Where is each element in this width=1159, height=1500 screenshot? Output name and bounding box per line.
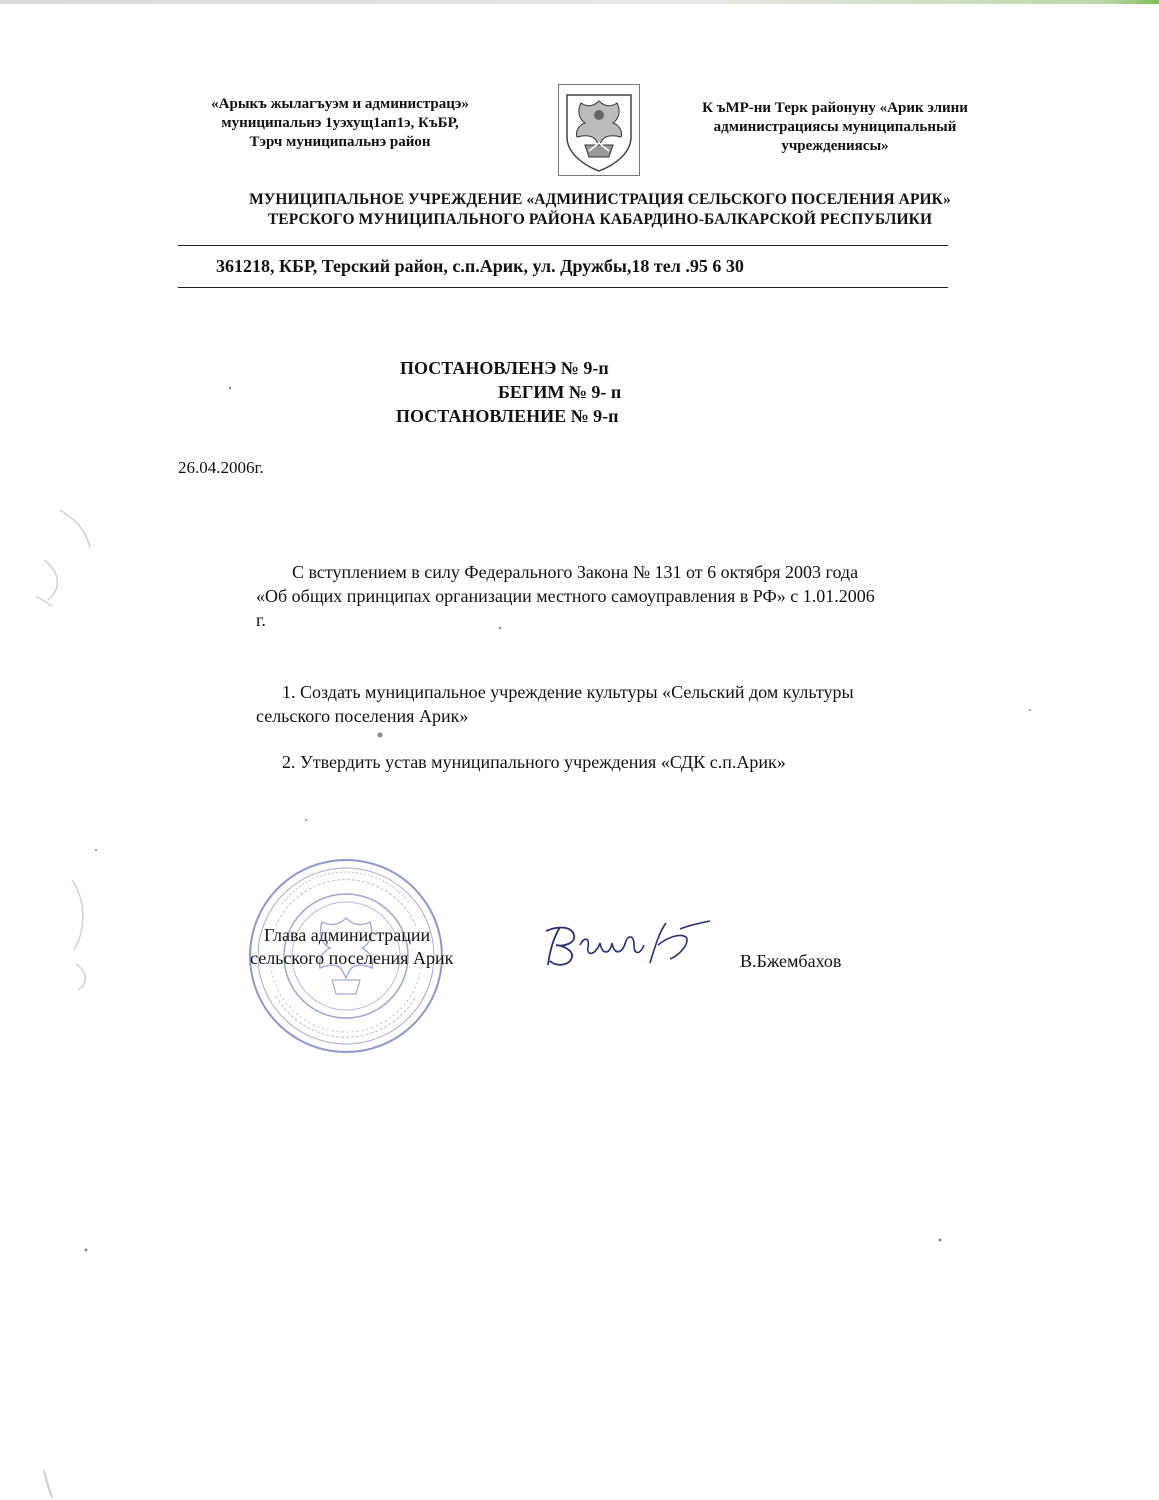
header-left-line: Тэрч муниципальнэ район: [249, 134, 431, 150]
signatory-title-line: сельского поселения Арик: [250, 948, 454, 968]
header-right-line: администрациясы муниципальный: [713, 119, 957, 135]
decree-item-1: [256, 680, 1016, 728]
organization-line: МУНИЦИПАЛЬНОЕ УЧРЕЖДЕНИЕ «АДМИНИСТРАЦИЯ СЕЛЬСКОГО ПОСЕЛЕНИЯ АРИК»: [249, 191, 951, 208]
signatory-title: [250, 924, 453, 970]
title-russian: ПОСТАНОВЛЕНИЕ № 9-п: [396, 406, 619, 426]
item-line: 1. Создать муниципальное учреждение культуры «Сельский дом культуры: [282, 682, 854, 702]
header-divider-top: [178, 245, 948, 246]
signatory-title-line: Глава администрации: [264, 925, 431, 945]
header-right-line: К ъМР-ни Терк районуну «Арик элини: [702, 100, 968, 116]
item-line: 2. Утвердить устав муниципального учреждения «СДК с.п.Арик»: [282, 752, 786, 772]
header-divider-bottom: [178, 287, 948, 288]
header-left-line: «Арыкъ жылагъуэм и администрацэ»: [211, 96, 469, 112]
decree-item-2: [256, 750, 1016, 774]
preamble-line: г.: [256, 610, 266, 630]
header-right-line: учреждениясы»: [781, 138, 889, 154]
coat-of-arms-icon: [558, 84, 640, 176]
preamble-line: «Об общих принципах организации местного самоуправления в РФ» с 1.01.2006: [256, 586, 875, 606]
decree-date: 26.04.2006г.: [178, 458, 264, 477]
decree-titles: [380, 356, 700, 428]
header-right-balkar: [650, 99, 1020, 156]
organization-name: [150, 190, 1050, 230]
scan-edge: [0, 0, 1159, 4]
preamble-line: С вступлением в силу Федерального Закона № 131 от 6 октября 2003 года: [292, 562, 859, 582]
title-kabardian: ПОСТАНОВЛЕНЭ № 9-п: [400, 358, 609, 378]
header-left-line: муниципальнэ 1уэхущ1ап1э, КъБР,: [221, 115, 459, 131]
header-left-kabardian: [150, 95, 530, 152]
title-balkar: БЕГИМ № 9- п: [498, 382, 622, 402]
signatory-name: В.Бжембахов: [740, 951, 842, 971]
preamble: [256, 560, 1016, 632]
address-line: 361218, КБР, Терский район, с.п.Арик, ул. Дружбы,18 тел .95 6 30: [216, 256, 744, 276]
item-line: сельского поселения Арик»: [256, 706, 469, 726]
organization-line: ТЕРСКОГО МУНИЦИПАЛЬНОГО РАЙОНА КАБАРДИНО-БАЛКАРСКОЙ РЕСПУБЛИКИ: [267, 211, 933, 228]
handwritten-signature-icon: [540, 915, 720, 975]
